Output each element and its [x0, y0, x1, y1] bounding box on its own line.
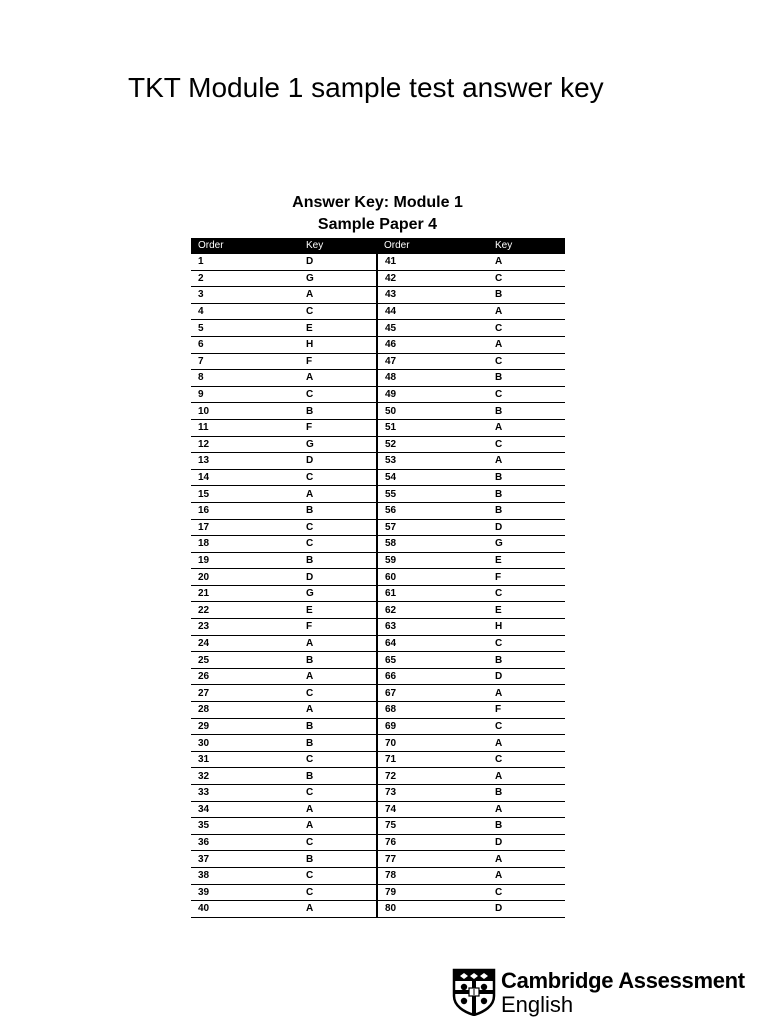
key-cell: B: [299, 851, 377, 868]
order-cell: 74: [377, 801, 488, 818]
order-cell: 31: [191, 751, 299, 768]
table-row: [191, 336, 565, 353]
table-row: [191, 884, 565, 901]
order-cell: 51: [377, 419, 488, 436]
key-cell: A: [488, 867, 565, 884]
key-cell: A: [299, 901, 377, 918]
table-row: [191, 569, 565, 586]
order-cell: 7: [191, 353, 299, 370]
key-cell: D: [299, 453, 377, 470]
order-cell: 54: [377, 469, 488, 486]
order-cell: 20: [191, 569, 299, 586]
order-cell: 24: [191, 635, 299, 652]
order-cell: 49: [377, 386, 488, 403]
order-cell: 23: [191, 619, 299, 636]
key-cell: G: [299, 270, 377, 287]
order-cell: 73: [377, 785, 488, 802]
order-cell: 78: [377, 867, 488, 884]
key-cell: C: [299, 469, 377, 486]
key-cell: C: [299, 519, 377, 536]
order-cell: 34: [191, 801, 299, 818]
key-cell: C: [488, 270, 565, 287]
key-cell: B: [299, 552, 377, 569]
order-cell: 26: [191, 668, 299, 685]
order-cell: 28: [191, 702, 299, 719]
key-cell: C: [299, 884, 377, 901]
sample-paper-heading: Sample Paper 4: [317, 216, 438, 233]
order-cell: 59: [377, 552, 488, 569]
key-cell: A: [488, 453, 565, 470]
key-cell: A: [299, 801, 377, 818]
order-cell: 39: [191, 884, 299, 901]
key-cell: B: [299, 403, 377, 420]
table-row: [191, 486, 565, 503]
key-cell: E: [488, 602, 565, 619]
key-cell: B: [488, 469, 565, 486]
key-cell: D: [488, 901, 565, 918]
order-cell: 75: [377, 818, 488, 835]
table-row: [191, 419, 565, 436]
order-cell: 70: [377, 735, 488, 752]
key-cell: B: [488, 502, 565, 519]
key-cell: B: [299, 502, 377, 519]
order-cell: 33: [191, 785, 299, 802]
order-cell: 47: [377, 353, 488, 370]
order-cell: 9: [191, 386, 299, 403]
order-cell: 4: [191, 303, 299, 320]
table-row: [191, 768, 565, 785]
key-cell: F: [299, 353, 377, 370]
key-cell: A: [488, 801, 565, 818]
order-cell: 77: [377, 851, 488, 868]
order-cell: 32: [191, 768, 299, 785]
order-cell: 41: [377, 254, 488, 270]
order-cell: 69: [377, 718, 488, 735]
order-cell: 44: [377, 303, 488, 320]
order-cell: 30: [191, 735, 299, 752]
order-cell: 25: [191, 652, 299, 669]
order-cell: 16: [191, 502, 299, 519]
order-cell: 3: [191, 287, 299, 304]
order-cell: 79: [377, 884, 488, 901]
table-row: [191, 751, 565, 768]
order-cell: 22: [191, 602, 299, 619]
order-cell: 38: [191, 867, 299, 884]
order-cell: 11: [191, 419, 299, 436]
order-cell: 37: [191, 851, 299, 868]
key-cell: C: [488, 751, 565, 768]
table-row: [191, 270, 565, 287]
table-row: [191, 254, 565, 270]
table-row: [191, 353, 565, 370]
key-cell: C: [488, 436, 565, 453]
table-row: [191, 519, 565, 536]
key-cell: D: [488, 668, 565, 685]
key-cell: A: [488, 851, 565, 868]
order-cell: 50: [377, 403, 488, 420]
order-cell: 64: [377, 635, 488, 652]
table-row: [191, 785, 565, 802]
key-cell: A: [299, 287, 377, 304]
logo-text-cambridge-assessment: Cambridge Assessment: [501, 968, 745, 993]
key-cell: C: [299, 536, 377, 553]
cambridge-shield-icon: [452, 968, 496, 1016]
key-cell: A: [299, 702, 377, 719]
key-cell: A: [488, 685, 565, 702]
key-cell: E: [299, 320, 377, 337]
key-cell: B: [488, 486, 565, 503]
order-cell: 14: [191, 469, 299, 486]
key-cell: F: [488, 569, 565, 586]
order-cell: 40: [191, 901, 299, 918]
table-row: [191, 287, 565, 304]
key-cell: D: [488, 834, 565, 851]
key-cell: G: [488, 536, 565, 553]
column-header-order: Order: [191, 238, 299, 254]
order-cell: 46: [377, 336, 488, 353]
key-cell: B: [488, 287, 565, 304]
order-cell: 48: [377, 370, 488, 387]
table-row: [191, 585, 565, 602]
key-cell: A: [488, 735, 565, 752]
key-cell: G: [299, 436, 377, 453]
order-cell: 15: [191, 486, 299, 503]
order-cell: 27: [191, 685, 299, 702]
order-cell: 72: [377, 768, 488, 785]
key-cell: A: [488, 768, 565, 785]
order-cell: 43: [377, 287, 488, 304]
table-row: [191, 735, 565, 752]
key-cell: C: [299, 751, 377, 768]
table-row: [191, 552, 565, 569]
order-cell: 65: [377, 652, 488, 669]
table-row: [191, 469, 565, 486]
order-cell: 57: [377, 519, 488, 536]
order-cell: 76: [377, 834, 488, 851]
key-cell: C: [299, 867, 377, 884]
table-row: [191, 851, 565, 868]
key-cell: H: [488, 619, 565, 636]
table-row: [191, 685, 565, 702]
key-cell: C: [488, 635, 565, 652]
table-row: [191, 502, 565, 519]
key-cell: B: [488, 652, 565, 669]
answer-key-table: [191, 238, 565, 918]
table-row: [191, 702, 565, 719]
order-cell: 80: [377, 901, 488, 918]
order-cell: 62: [377, 602, 488, 619]
key-cell: C: [299, 685, 377, 702]
column-header-key: Key: [299, 238, 377, 254]
key-cell: A: [488, 254, 565, 270]
key-cell: A: [299, 668, 377, 685]
key-cell: B: [488, 785, 565, 802]
order-cell: 18: [191, 536, 299, 553]
table-row: [191, 370, 565, 387]
order-cell: 61: [377, 585, 488, 602]
key-cell: B: [488, 370, 565, 387]
key-cell: B: [299, 652, 377, 669]
order-cell: 68: [377, 702, 488, 719]
table-row: [191, 436, 565, 453]
table-row: [191, 635, 565, 652]
order-cell: 12: [191, 436, 299, 453]
key-cell: C: [299, 785, 377, 802]
table-header-row: [191, 238, 565, 254]
order-cell: 58: [377, 536, 488, 553]
table-row: [191, 453, 565, 470]
table-row: [191, 867, 565, 884]
key-cell: B: [488, 403, 565, 420]
key-cell: D: [488, 519, 565, 536]
key-cell: F: [299, 619, 377, 636]
page-title: TKT Module 1 sample test answer key: [128, 72, 604, 103]
key-cell: C: [488, 386, 565, 403]
logo-text-english: English: [501, 992, 574, 1017]
key-cell: A: [299, 370, 377, 387]
order-cell: 63: [377, 619, 488, 636]
key-cell: C: [488, 884, 565, 901]
table-row: [191, 386, 565, 403]
key-cell: D: [299, 569, 377, 586]
table-row: [191, 619, 565, 636]
key-cell: D: [299, 254, 377, 270]
order-cell: 8: [191, 370, 299, 387]
order-cell: 5: [191, 320, 299, 337]
key-cell: B: [299, 718, 377, 735]
cambridge-logo: [452, 966, 752, 1018]
order-cell: 17: [191, 519, 299, 536]
order-cell: 66: [377, 668, 488, 685]
answer-rows: [191, 254, 565, 917]
order-cell: 10: [191, 403, 299, 420]
order-cell: 35: [191, 818, 299, 835]
key-cell: C: [488, 320, 565, 337]
table-row: [191, 652, 565, 669]
order-cell: 55: [377, 486, 488, 503]
table-row: [191, 801, 565, 818]
key-cell: B: [299, 735, 377, 752]
order-cell: 56: [377, 502, 488, 519]
table-row: [191, 834, 565, 851]
key-cell: C: [299, 303, 377, 320]
key-cell: A: [488, 419, 565, 436]
column-header-key: Key: [488, 238, 565, 254]
key-cell: A: [488, 303, 565, 320]
order-cell: 29: [191, 718, 299, 735]
order-cell: 6: [191, 336, 299, 353]
order-cell: 2: [191, 270, 299, 287]
table-row: [191, 403, 565, 420]
table-row: [191, 536, 565, 553]
key-cell: E: [299, 602, 377, 619]
table-row: [191, 668, 565, 685]
key-cell: B: [488, 818, 565, 835]
key-cell: C: [488, 353, 565, 370]
table-row: [191, 303, 565, 320]
order-cell: 45: [377, 320, 488, 337]
key-cell: C: [299, 834, 377, 851]
key-cell: A: [299, 635, 377, 652]
table-row: [191, 602, 565, 619]
column-header-order: Order: [377, 238, 488, 254]
order-cell: 21: [191, 585, 299, 602]
table-row: [191, 320, 565, 337]
key-cell: C: [488, 585, 565, 602]
key-cell: A: [299, 486, 377, 503]
order-cell: 1: [191, 254, 299, 270]
order-cell: 71: [377, 751, 488, 768]
order-cell: 42: [377, 270, 488, 287]
key-cell: A: [488, 336, 565, 353]
answer-key-heading: Answer Key: Module 1: [292, 194, 463, 211]
order-cell: 67: [377, 685, 488, 702]
order-cell: 36: [191, 834, 299, 851]
order-cell: 13: [191, 453, 299, 470]
table-row: [191, 901, 565, 918]
key-cell: A: [299, 818, 377, 835]
key-cell: F: [299, 419, 377, 436]
order-cell: 60: [377, 569, 488, 586]
key-cell: C: [488, 718, 565, 735]
key-cell: F: [488, 702, 565, 719]
order-cell: 19: [191, 552, 299, 569]
order-cell: 52: [377, 436, 488, 453]
table-row: [191, 718, 565, 735]
key-cell: B: [299, 768, 377, 785]
key-cell: G: [299, 585, 377, 602]
order-cell: 53: [377, 453, 488, 470]
key-cell: H: [299, 336, 377, 353]
table-row: [191, 818, 565, 835]
key-cell: C: [299, 386, 377, 403]
key-cell: E: [488, 552, 565, 569]
